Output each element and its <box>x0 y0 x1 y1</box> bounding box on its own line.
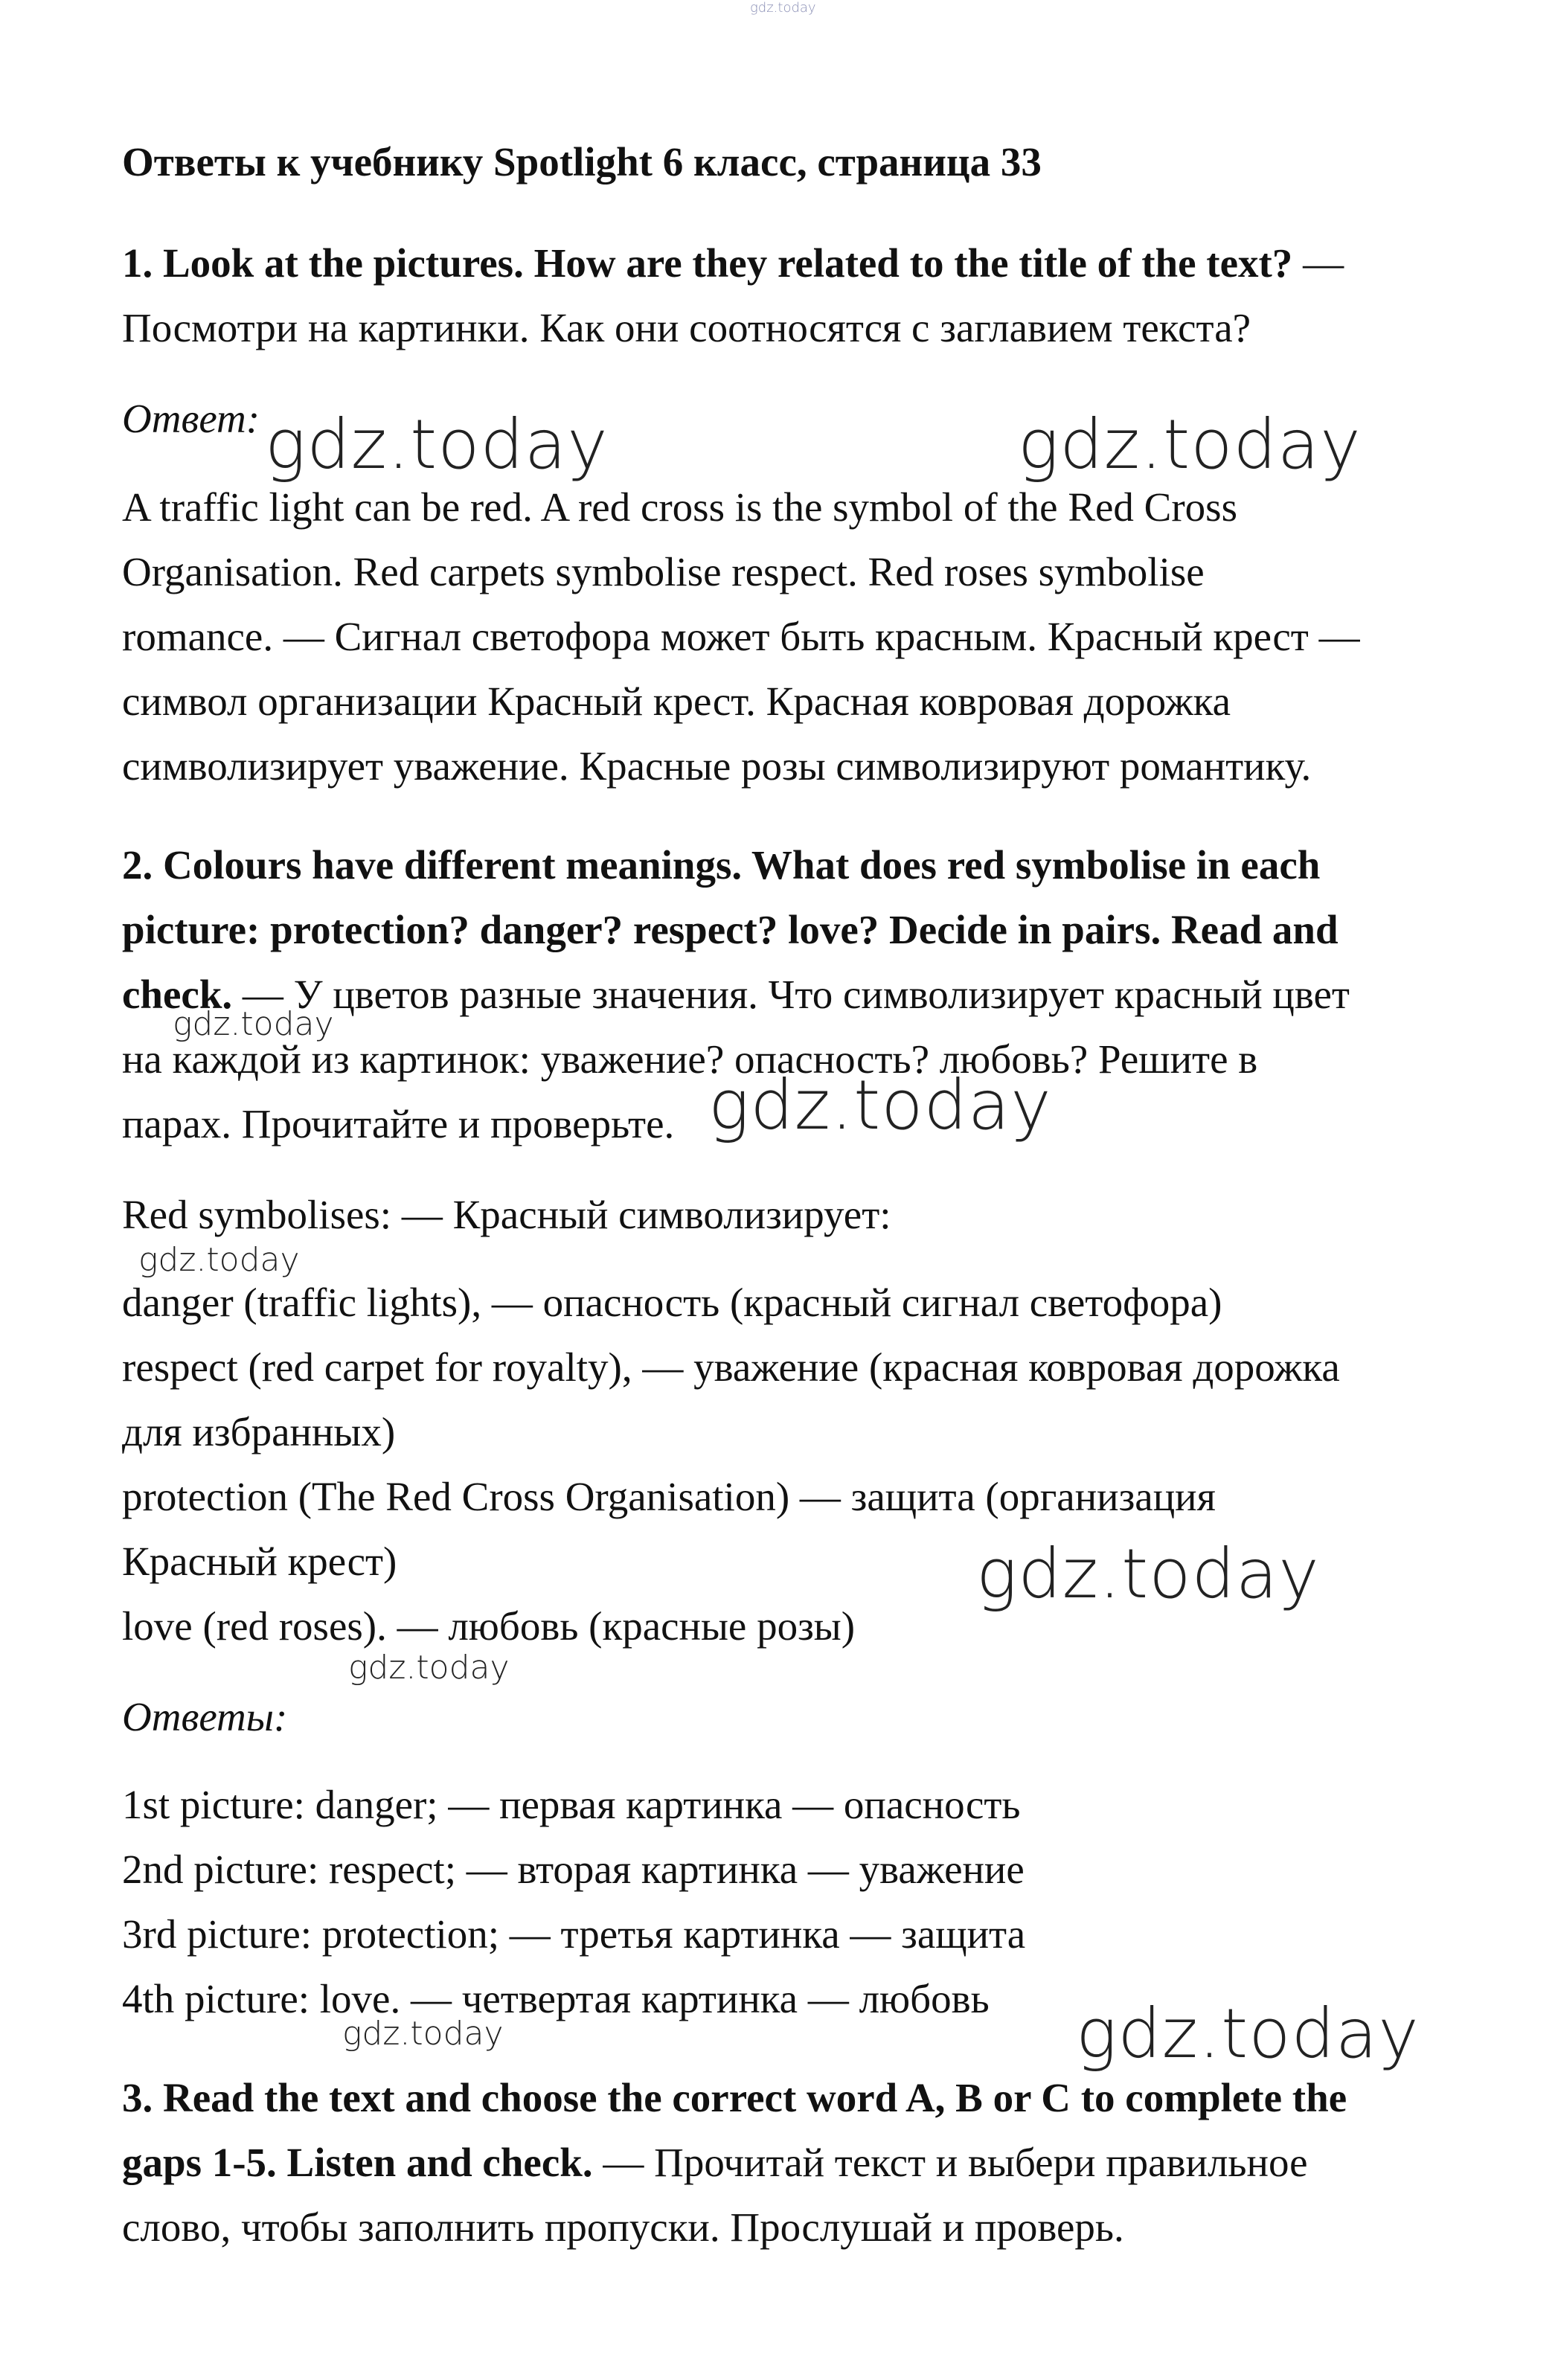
q2-item: danger (traffic lights), — опасность (красный сигнал светофора) <box>122 1280 1222 1325</box>
watermark: gdz.today <box>138 1241 300 1279</box>
q2-heading-line: picture: protection? danger? respect? love? Decide in pairs. Read and <box>122 907 1339 952</box>
q2-check: check. <box>122 972 233 1017</box>
watermark: gdz.today <box>348 1649 510 1687</box>
watermark: gdz.today <box>976 1534 1320 1614</box>
watermark: gdz.today <box>708 1065 1052 1145</box>
watermark: gdz.today <box>342 2015 504 2053</box>
q2-item: respect (red carpet for royalty), — уважение (красная ковровая дорожка <box>122 1344 1340 1390</box>
q1-heading-en: 1. Look at the pictures. How are they related to the title of the text? <box>122 240 1293 286</box>
q2-item: love (red roses). — любовь (красные розы) <box>122 1603 856 1649</box>
watermark: gdz.today <box>1076 1994 1420 2073</box>
q1-answer-line: символизирует уважение. Красные розы символизируют романтику. <box>122 743 1312 789</box>
q3-ru-start: — Прочитай текст и выбери правильное <box>592 2140 1308 2185</box>
q1-answer-label: Ответ: <box>122 396 260 441</box>
q1-heading-ru: Посмотри на картинки. Как они соотносятся с заглавием текста? <box>122 305 1251 350</box>
q2-answer: 1st picture: danger; — первая картинка — опасность <box>122 1782 1021 1827</box>
q2-intro: Red symbolises: — Красный символизирует: <box>122 1192 891 1237</box>
q2-heading-line: парах. Прочитайте и проверьте. <box>122 1101 675 1146</box>
q1-answer-line: Organisation. Red carpets symbolise respect. Red roses symbolise <box>122 549 1205 594</box>
q1-answer-line: A traffic light can be red. A red cross is the symbol of the Red Cross <box>122 484 1237 530</box>
q2-heading-line: на каждой из картинок: уважение? опасность? любовь? Решите в <box>122 1036 1258 1082</box>
q1-answer-line: romance. — Сигнал светофора может быть красным. Красный крест — <box>122 614 1360 659</box>
watermark-top: gdz.today <box>750 0 816 16</box>
q2-answers-label: Ответы: <box>122 1694 288 1739</box>
q1-heading-dash: — <box>1292 240 1344 286</box>
q3-heading-line: слово, чтобы заполнить пропуски. Прослушай и проверь. <box>122 2204 1124 2250</box>
q3-gaps: gaps 1-5. Listen and check. <box>122 2140 593 2185</box>
watermark: gdz.today <box>173 1005 334 1043</box>
q2-heading-line: 2. Colours have different meanings. What does red symbolise in each <box>122 842 1321 888</box>
q2-answer: 3rd picture: protection; — третья картинка — защита <box>122 1911 1026 1957</box>
q2-answer: 4th picture: love. — четвертая картинка — любовь <box>122 1976 990 2021</box>
watermark: gdz.today <box>1018 405 1362 484</box>
q1-heading <box>122 240 1344 286</box>
page-title: Ответы к учебнику Spotlight 6 класс, страница 33 <box>122 139 1042 185</box>
q2-answer: 2nd picture: respect; — вторая картинка — уважение <box>122 1847 1025 1892</box>
q1-answer-line: символ организации Красный крест. Красная ковровая дорожка <box>122 679 1231 724</box>
q3-heading-line <box>122 2142 1308 2183</box>
q2-item: для избранных) <box>122 1409 396 1454</box>
q3-heading-line: 3. Read the text and choose the correct word A, B or C to complete the <box>122 2075 1347 2120</box>
q2-ru-start: — У цветов разные значения. Что символизирует красный цвет <box>232 972 1350 1017</box>
watermark: gdz.today <box>265 405 609 484</box>
q2-item: protection (The Red Cross Organisation) — защита (организация <box>122 1474 1216 1519</box>
q2-item: Красный крест) <box>122 1539 397 1584</box>
